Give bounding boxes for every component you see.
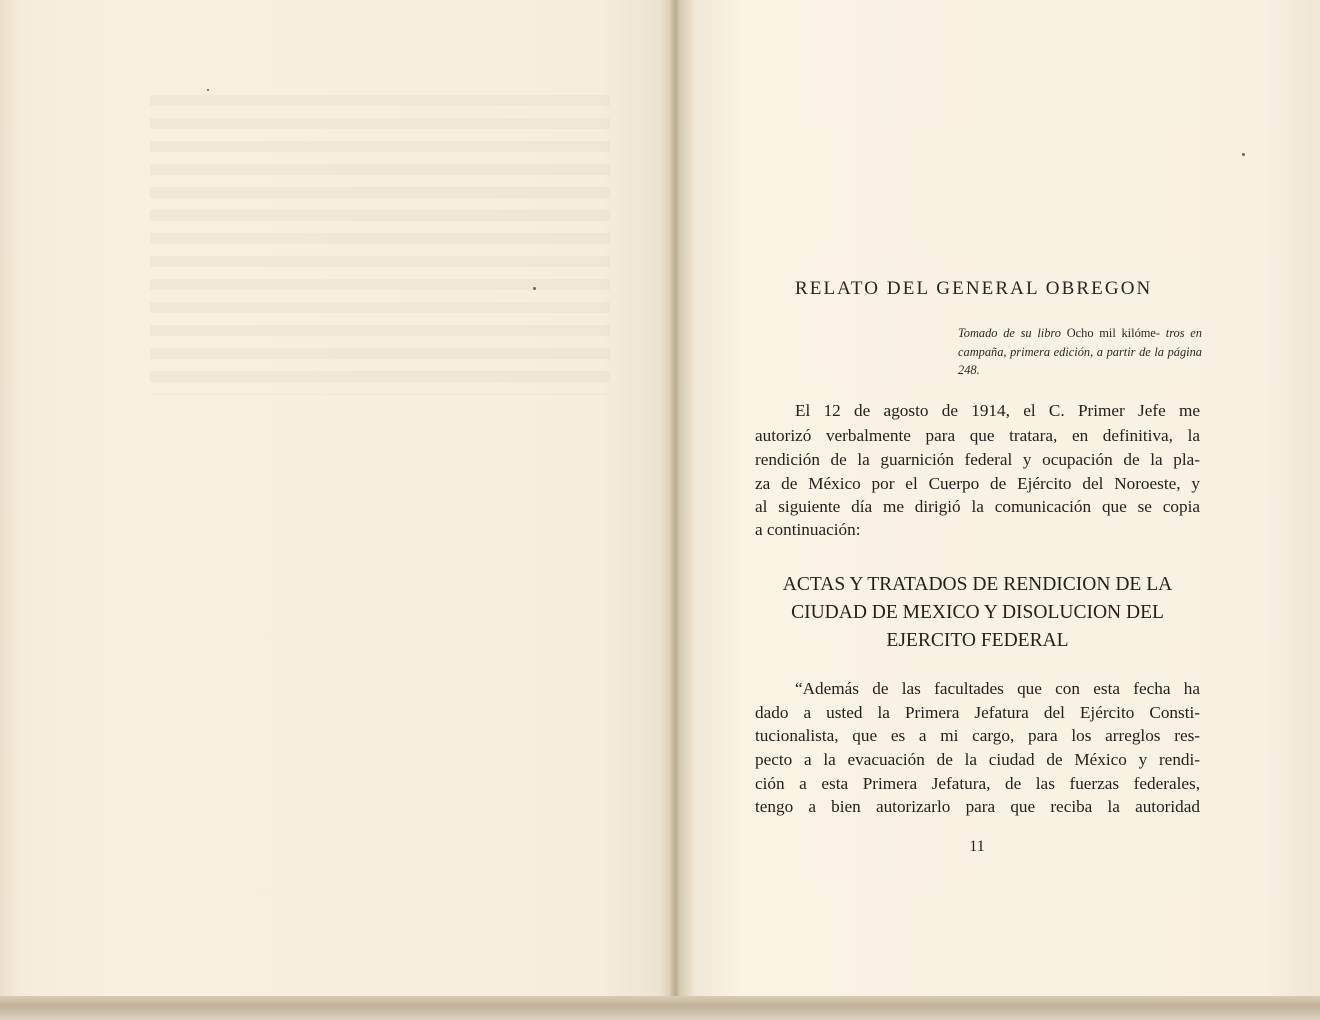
paper-speck [533, 287, 536, 290]
source-note-part2: Ocho mil kilóme- [1060, 326, 1161, 340]
page-bottom-edge [0, 996, 1320, 1020]
source-note-part1: Tomado de su libro [958, 326, 1061, 340]
paragraph-2-line: tengo a bien autorizarlo para que reciba la autoridad [755, 797, 1200, 816]
paragraph-1-line: za de México por el Cuerpo de Ejército del Noroeste, y [755, 474, 1200, 493]
paper-speck [207, 89, 209, 91]
paragraph-1-line: a continuación: [755, 520, 861, 539]
paragraph-2-line: tucionalista, que es a mi cargo, para los arreglos res- [755, 726, 1200, 745]
chapter-title: RELATO DEL GENERAL OBREGON [795, 278, 1153, 299]
source-note-part5: partir de la página 248. [958, 344, 1203, 377]
paragraph-1-line: al siguiente día me dirigió la comunicación que se copia [755, 497, 1200, 516]
paragraph-2-line: ción a esta Primera Jefatura, de las fuerzas federales, [755, 774, 1200, 793]
paragraph-2-line: “Además de las facultades que con esta fecha ha [795, 679, 1200, 698]
paragraph-2-line: pecto a la evacuación de la ciudad de México y rendi- [755, 750, 1200, 769]
section-title-line: CIUDAD DE MEXICO Y DISOLUCION DEL [791, 602, 1164, 623]
source-note-part4: primera edición, a [1006, 344, 1103, 359]
show-through-text [150, 95, 610, 395]
source-note [958, 324, 1202, 380]
paragraph-1-line: autorizó verbalmente para que tratara, en definitiva, la [755, 426, 1200, 445]
section-title-line: ACTAS Y TRATADOS DE RENDICION DE LA [782, 574, 1173, 595]
paragraph-1-line: El 12 de agosto de 1914, el C. Primer Jefe me [795, 401, 1200, 420]
left-page-blank [0, 0, 672, 1000]
paragraph-2-line: dado a usted la Primera Jefatura del Ejército Consti- [755, 703, 1200, 722]
page-number: 11 [969, 838, 985, 855]
paper-speck [1242, 153, 1245, 156]
source-note-part3: tros en campaña, [958, 326, 1202, 359]
section-title-line: EJERCITO FEDERAL [886, 630, 1069, 651]
paragraph-1-line: rendición de la guarnición federal y ocupación de la pla- [755, 450, 1200, 469]
